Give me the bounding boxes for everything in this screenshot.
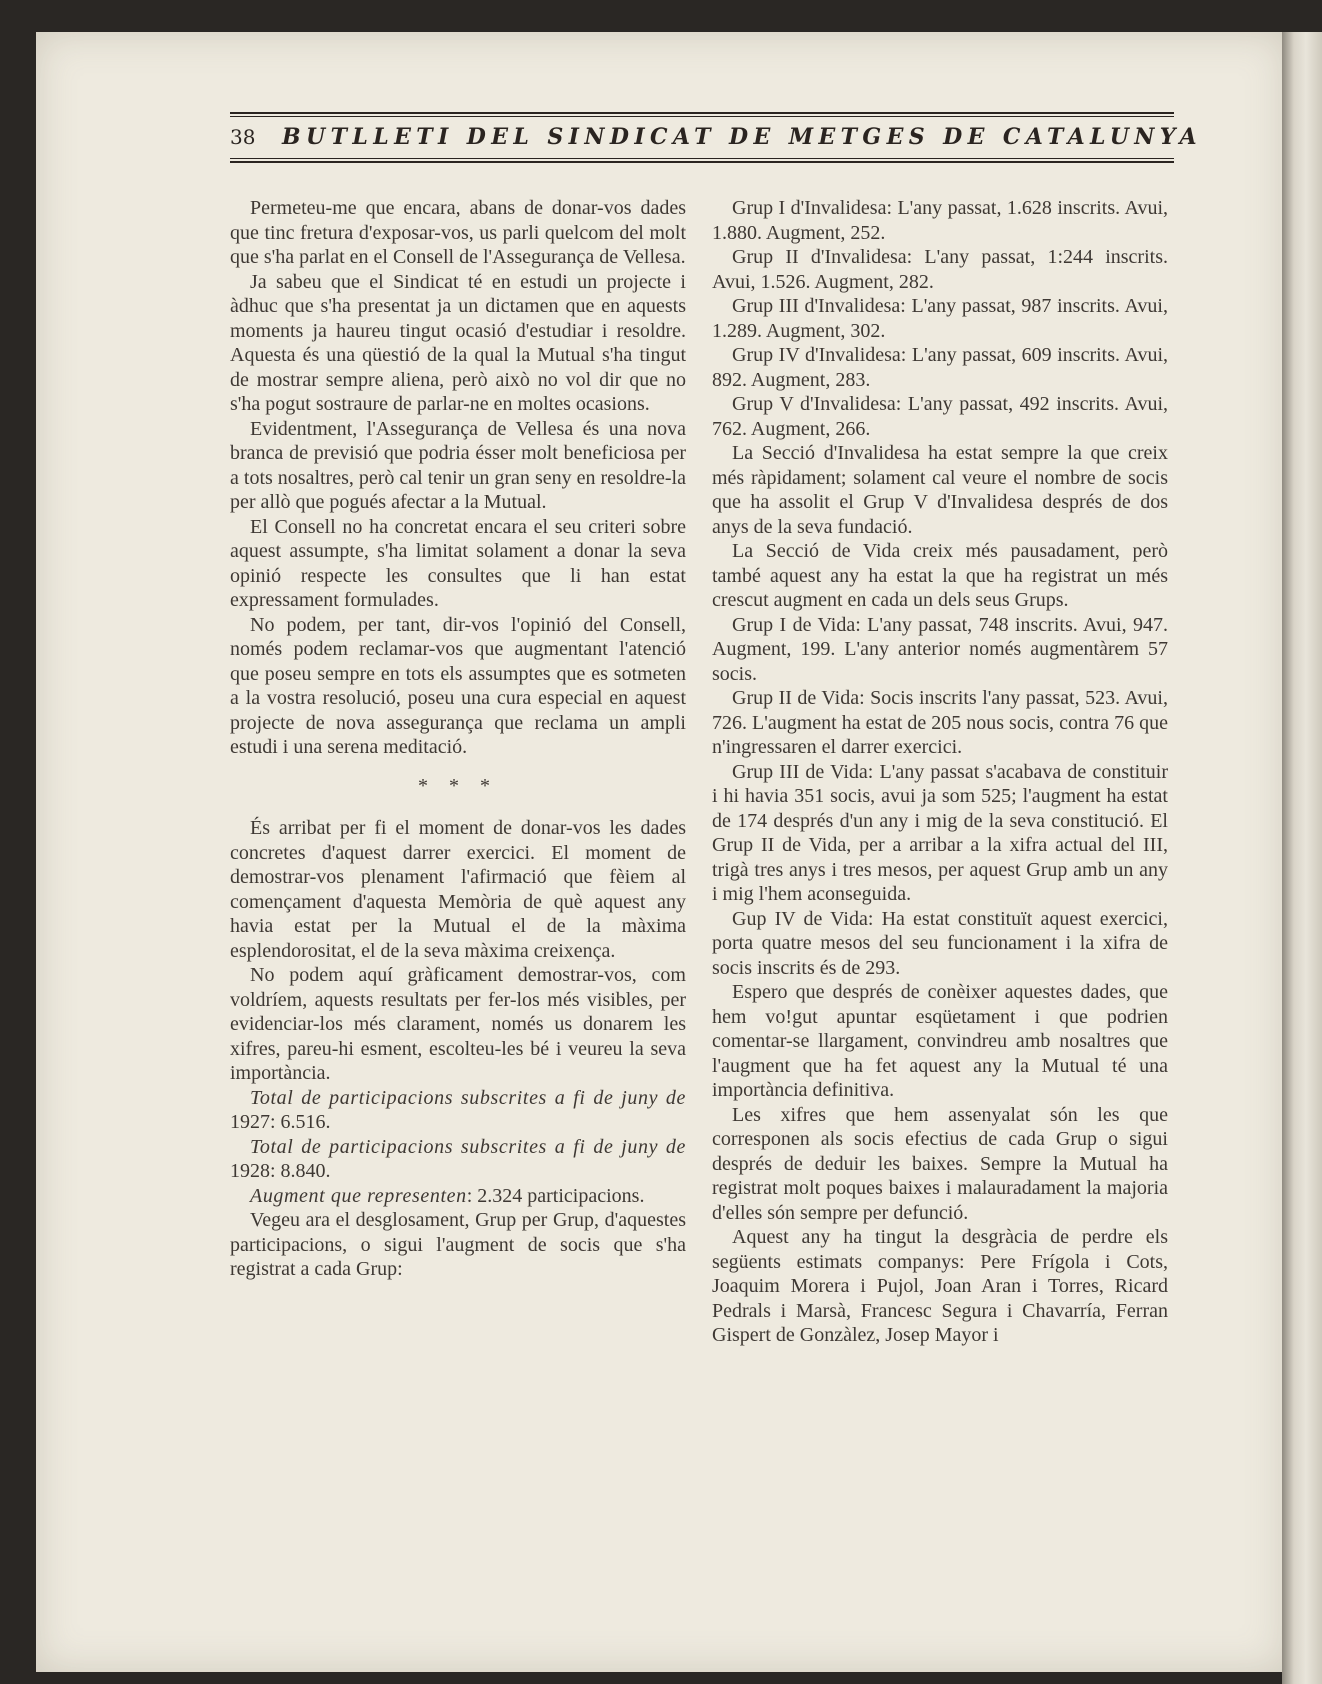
paragraph: No podem, per tant, dir-vos l'opinió del Consell, només podem reclamar-vos que augmentant l'atenció que poseu sempre en tots els assumptes que es sotmeten a la vostra resolució, poseu una cura especial en aquest projecte de nova assegurança que reclama un ampli estudi i una serena meditació. [230,613,686,758]
augment-value: : 2.324 participacions. [466,1184,645,1207]
paragraph: Grup II de Vida: Socis inscrits l'any passat, 523. Avui, 726. L'augment ha estat de 205 nous socis, contra 76 que n'ingressaren el darrer exercici. [712,687,1168,758]
paragraph: Grup I de Vida: L'any passat, 748 inscrits. Avui, 947. Augment, 199. L'any anterior només augmentàrem 57 socis. [712,613,1168,685]
paragraph: La Secció de Vida creix més pausadament, però també aquest any ha estat la que ha registrat un més crescut augment en cada un dels seus Grups. [712,540,1168,611]
augment-label: Augment que representen [250,1184,467,1207]
running-header [230,112,1202,164]
header-line [230,124,1202,152]
paragraph: Les xifres que hem assenyalat són les que corresponen als socis efectius de cada Grup o sigui després de deduir les baixes. Sempre la Mutual ha registrat molt poques baixes i malauradament la majoria d'elles són sempre per defunció. [712,1103,1168,1224]
paragraph: Ja sabeu que el Sindicat té en estudi un projecte i àdhuc que s'ha presentat ja un dictamen que en aquests moments ja haureu tingut ocasió d'estudiar i resoldre. Aquesta és una qüestió de la qual la Mutual s'ha tingut de mostrar sempre aliena, però això no vol dir que no s'ha pogut sostraure de parlar-ne en moltes ocasions. [230,270,686,415]
right-column [712,196,1168,1348]
paragraph: Grup II d'Invalidesa: L'any passat, 1:244 inscrits. Avui, 1.526. Augment, 282. [712,246,1168,293]
paragraph: La Secció d'Invalidesa ha estat sempre la que creix més ràpidament; solament cal veure el nombre de socis que ha assolit el Grup V d'Invalidesa després de dos anys de la seva fundació. [712,442,1168,538]
running-title: BUTLLETI DEL SINDICAT DE METGES DE CATALUNYA [282,124,1202,150]
paragraph: Grup III d'Invalidesa: L'any passat, 987 inscrits. Avui, 1.289. Augment, 302. [712,295,1168,342]
page-number: 38 [230,125,256,149]
total-value: : 8.840. [270,1160,331,1182]
total-1928 [230,1135,686,1184]
total-value: : 6.516. [270,1111,331,1133]
header-rule-top-thin [230,116,1174,117]
header-rule-top [230,112,1174,114]
paragraph: Grup I d'Invalidesa: L'any passat, 1.628 inscrits. Avui, 1.880. Augment, 252. [712,197,1168,244]
paragraph: Grup IV d'Invalidesa: L'any passat, 609 inscrits. Avui, 892. Augment, 283. [712,344,1168,391]
paragraph: No podem aquí gràficament demostrar-vos, com voldríem, aquests resultats per fer-los més visibles, per evidenciar-los més clarament, només us donarem les xifres, pareu-hi esment, escolteu-les bé i veureu la seva importància. [230,964,686,1084]
left-column [230,196,686,1282]
augment-total [230,1184,686,1209]
paragraph: Gup IV de Vida: Ha estat constituït aquest exercici, porta quatre mesos del seu funcionament i la xifra de socis inscrits és de 293. [712,907,1168,979]
section-break: * * * [418,774,498,797]
page-edge [1282,32,1322,1684]
total-year: 1928 [230,1160,270,1182]
header-rule-bottom-thin [230,158,1174,159]
total-year: 1927 [230,1111,270,1133]
paragraph: Permeteu-me que encara, abans de donar-vos dades que tinc fretura d'exposar-vos, us parli quelcom del molt que s'ha parlat en el Consell de l'Assegurança de Vellesa. [230,197,686,268]
paragraph: Espero que després de conèixer aquestes dades, que hem vo!gut apuntar esqüetament i que podrien comentar-se llargament, convindreu amb nosaltres que l'augment que ha fet aquest any la Mutual té una importància definitiva. [712,981,1168,1101]
header-rule-bottom [230,161,1174,163]
total-1927 [230,1086,686,1135]
paragraph: Grup V d'Invalidesa: L'any passat, 492 inscrits. Avui, 762. Augment, 266. [712,393,1168,440]
paragraph: Vegeu ara el desglosament, Grup per Grup, d'aquestes participacions, o sigui l'augment de socis que s'ha registrat a cada Grup: [230,1209,686,1280]
paragraph: Aquest any ha tingut la desgràcia de perdre els següents estimats companys: Pere Frígola i Cots, Joaquim Morera i Pujol, Joan Aran i Torres, Ricard Pedrals i Marsà, Francesc Segura i Chavarría, Ferran Gispert de Gonzàlez, Josep Mayor i [712,1226,1168,1346]
paragraph: Evidentment, l'Assegurança de Vellesa és una nova branca de previsió que podria ésser molt beneficiosa per a tots nosaltres, però cal tenir un gran seny en resoldre-la per allò que pogués afectar a la Mutual. [230,417,686,513]
total-label: Total de participacions subscrites a fi de juny de [250,1135,686,1158]
paragraph: El Consell no ha concretat encara el seu criteri sobre aquest assumpte, s'ha limitat solament a donar la seva opinió respecte les consultes que li han estat expressament formulades. [230,515,686,611]
paragraph: És arribat per fi el moment de donar-vos les dades concretes d'aquest darrer exercici. El moment de demostrar-vos plenament l'afirmació que fèiem al començament d'aquesta Memòria de què aquest any havia estat per la Mutual el de la màxima esplendorositat, el de la seva màxima creixença. [230,817,686,962]
total-label: Total de participacions subscrites a fi de juny de [250,1086,686,1109]
paragraph: Grup III de Vida: L'any passat s'acabava de constituir i hi havia 351 socis, avui ja som 525; l'augment ha estat de 174 després d'un any i mig de la seva constitució. El Grup II de Vida, per a arribar a la xifra actual del III, trigà tres anys i tres mesos, per aquest Grup amb un any i mig l'hem aconseguida. [712,760,1168,905]
